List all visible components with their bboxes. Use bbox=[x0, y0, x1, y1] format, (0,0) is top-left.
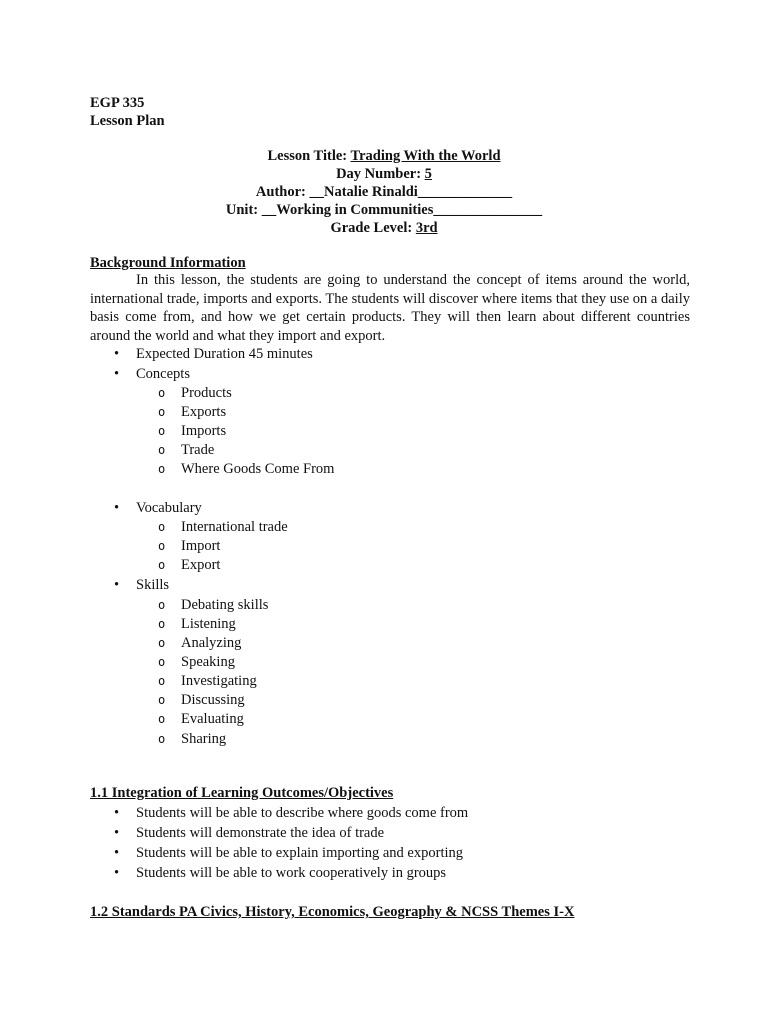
lesson-title-row bbox=[0, 147, 768, 165]
sub-bullet-icon: o bbox=[158, 462, 166, 476]
sub-bullet-icon: o bbox=[158, 636, 166, 650]
lesson-title-value: Trading With the World bbox=[350, 148, 501, 164]
concept-item: Exports bbox=[181, 404, 227, 420]
day-number-value: 5 bbox=[424, 166, 432, 182]
concept-item: Where Goods Come From bbox=[181, 461, 335, 477]
bullet-icon: • bbox=[114, 865, 120, 881]
skill-item: Analyzing bbox=[181, 635, 242, 651]
concepts-label: Concepts bbox=[136, 366, 190, 382]
sub-bullet-icon: o bbox=[158, 405, 166, 419]
bullet-icon: • bbox=[114, 805, 120, 821]
bullet-icon: • bbox=[114, 577, 120, 593]
concept-item: Imports bbox=[181, 423, 227, 439]
skill-item: Speaking bbox=[181, 654, 235, 670]
course-code: EGP 335 bbox=[90, 95, 145, 111]
bullet-icon: • bbox=[114, 845, 120, 861]
vocabulary-item: Import bbox=[181, 538, 221, 554]
author-label: Author: bbox=[255, 184, 306, 200]
sub-bullet-icon: o bbox=[158, 539, 166, 553]
author-row bbox=[0, 183, 768, 201]
grade-level-label: Grade Level: bbox=[330, 220, 413, 236]
sub-bullet-icon: o bbox=[158, 386, 166, 400]
sub-bullet-icon: o bbox=[158, 424, 166, 438]
vocabulary-item: Export bbox=[181, 557, 221, 573]
standards-heading: 1.2 Standards PA Civics, History, Economics, Geography & NCSS Themes I-X bbox=[90, 904, 575, 920]
day-number-row bbox=[0, 165, 768, 183]
skill-item: Sharing bbox=[181, 731, 227, 747]
sub-bullet-icon: o bbox=[158, 732, 166, 746]
sub-bullet-icon: o bbox=[158, 598, 166, 612]
bullet-icon: • bbox=[114, 825, 120, 841]
skill-item: Discussing bbox=[181, 692, 245, 708]
grade-level-row bbox=[0, 219, 768, 237]
sub-bullet-icon: o bbox=[158, 674, 166, 688]
skill-item: Debating skills bbox=[181, 597, 269, 613]
skill-item: Listening bbox=[181, 616, 236, 632]
unit-row bbox=[0, 201, 768, 219]
vocabulary-label: Vocabulary bbox=[136, 500, 202, 516]
bullet-icon: • bbox=[114, 500, 120, 516]
bullet-icon: • bbox=[114, 366, 120, 382]
document-type: Lesson Plan bbox=[90, 113, 165, 129]
skill-item: Evaluating bbox=[181, 711, 244, 727]
sub-bullet-icon: o bbox=[158, 655, 166, 669]
objective-item: Students will be able to explain importing and exporting bbox=[136, 845, 464, 861]
skills-label: Skills bbox=[136, 577, 170, 593]
sub-bullet-icon: o bbox=[158, 712, 166, 726]
objective-item: Students will be able to work cooperatively in groups bbox=[136, 865, 447, 881]
grade-level-value: 3rd bbox=[415, 220, 438, 236]
skill-item: Investigating bbox=[181, 673, 257, 689]
background-heading: Background Information bbox=[90, 255, 246, 271]
day-number-label: Day Number: bbox=[336, 166, 422, 182]
background-paragraph: In this lesson, the students are going to understand the concept of items around the world, international trade, imports and exports. The students will discover where items that they use on a daily basis come from, and how we get certain products. They will then learn about different countries around the world and what they import and export. bbox=[90, 272, 690, 344]
sub-bullet-icon: o bbox=[158, 693, 166, 707]
sub-bullet-icon: o bbox=[158, 558, 166, 572]
sub-bullet-icon: o bbox=[158, 443, 166, 457]
sub-bullet-icon: o bbox=[158, 617, 166, 631]
author-value: __Natalie Rinaldi_____________ bbox=[309, 184, 513, 200]
objective-item: Students will demonstrate the idea of trade bbox=[136, 825, 385, 841]
sub-bullet-icon: o bbox=[158, 520, 166, 534]
concept-item: Products bbox=[181, 385, 232, 401]
bullet-icon: • bbox=[114, 346, 120, 362]
vocabulary-item: International trade bbox=[181, 519, 288, 535]
objective-item: Students will be able to describe where goods come from bbox=[136, 805, 469, 821]
concept-item: Trade bbox=[181, 442, 215, 458]
objectives-heading: 1.1 Integration of Learning Outcomes/Objectives bbox=[90, 785, 394, 801]
lesson-title-label: Lesson Title: bbox=[267, 148, 348, 164]
duration-item: Expected Duration 45 minutes bbox=[136, 346, 313, 362]
unit-value: __Working in Communities_______________ bbox=[261, 202, 543, 218]
unit-label: Unit: bbox=[225, 202, 259, 218]
